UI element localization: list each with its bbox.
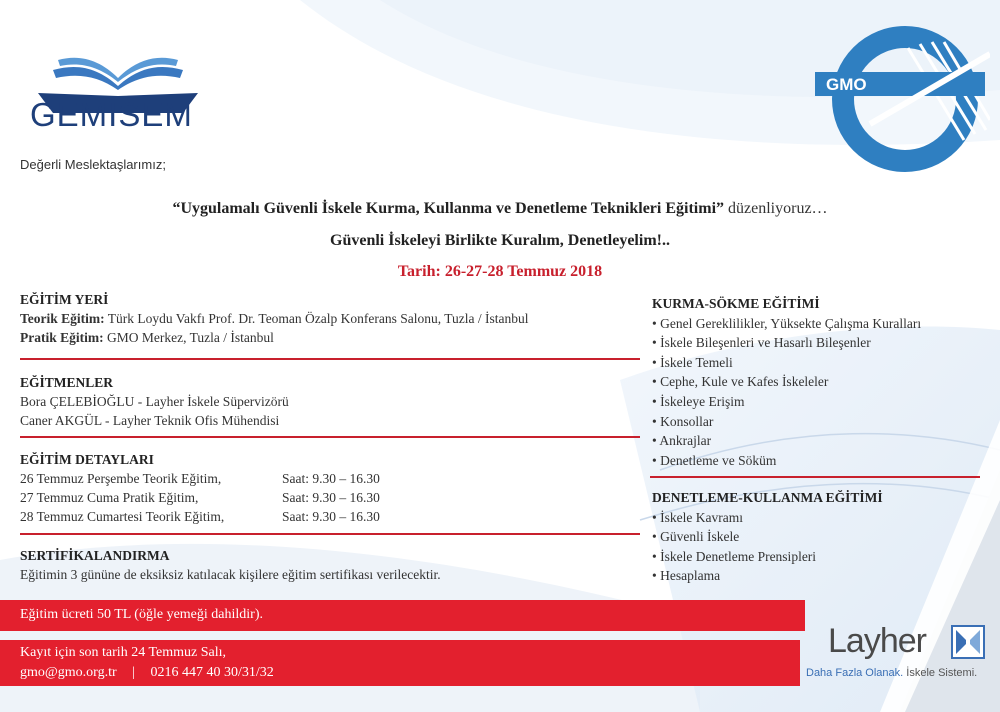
- certificate-text: Eğitimin 3 gününe de eksiksiz katılacak kişilere eğitim sertifikası verilecektir.: [20, 567, 441, 582]
- inspection-section: [652, 488, 982, 586]
- detail-row: [20, 507, 620, 526]
- detail-row: [20, 488, 620, 507]
- gmo-logo: [800, 24, 990, 174]
- details-section: [20, 450, 620, 526]
- gemisem-logo-text: GEMİSEM: [30, 96, 193, 133]
- contact-phone: 0216 447 40 30/31/32: [150, 665, 274, 680]
- event-date: Tarih: 26-27-28 Temmuz 2018: [397, 263, 603, 280]
- fee-text: Eğitim ücreti 50 TL (öğle yemeği dahildir).: [20, 607, 263, 622]
- certificate-section: [20, 546, 620, 584]
- list-item: • İskele Denetleme Prensipleri: [652, 547, 982, 567]
- detail-time: Saat: 9.30 – 16.30: [282, 509, 380, 524]
- greeting: Değerli Meslektaşlarımız;: [20, 157, 166, 172]
- layher-tagline-grey: İskele Sistemi.: [906, 667, 978, 679]
- practice-location: GMO Merkez, Tuzla / İstanbul: [103, 330, 274, 345]
- assembly-list: [652, 314, 982, 471]
- theory-location: Türk Loydu Vakfı Prof. Dr. Teoman Özalp Konferans Salonu, Tuzla / İstanbul: [104, 311, 529, 326]
- detail-day: 26 Temmuz Perşembe Teorik Eğitim,: [20, 471, 222, 486]
- assembly-section: [652, 294, 982, 470]
- assembly-title: KURMA-SÖKME EĞİTİMİ: [652, 296, 820, 311]
- list-item: • Konsollar: [652, 412, 982, 432]
- list-item: • İskeleye Erişim: [652, 392, 982, 412]
- trainers-section: [20, 373, 620, 430]
- list-item: • Genel Gereklilikler, Yüksekte Çalışma Kuralları: [652, 314, 982, 334]
- layher-tagline-blue: Daha Fazla Olanak.: [806, 667, 904, 679]
- location-title: EĞİTİM YERİ: [20, 292, 109, 307]
- practice-label: Pratik Eğitim:: [20, 330, 104, 345]
- location-section: [20, 290, 620, 347]
- list-item: • Cephe, Kule ve Kafes İskeleler: [652, 372, 982, 392]
- detail-row: [20, 469, 620, 488]
- list-item: • Denetleme ve Söküm: [652, 451, 982, 471]
- divider: [20, 533, 640, 535]
- trainers-title: EĞİTMENLER: [20, 375, 114, 390]
- list-item: • İskele Kavramı: [652, 508, 982, 528]
- list-item: • İskele Temeli: [652, 353, 982, 373]
- trainer-item: Caner AKGÜL - Layher Teknik Ofis Mühendisi: [20, 413, 280, 428]
- contact-divider: |: [132, 665, 135, 680]
- registration-deadline: Kayıt için son tarih 24 Temmuz Salı,: [20, 645, 227, 660]
- layher-tagline: [806, 667, 977, 679]
- layher-logo-text: Layher: [828, 622, 926, 660]
- divider: [650, 476, 980, 478]
- event-title: “Uygulamalı Güvenli İskele Kurma, Kullanma ve Denetleme Teknikleri Eğitimi”: [172, 200, 725, 217]
- list-item: • Ankrajlar: [652, 431, 982, 451]
- gmo-logo-text: GMO: [826, 75, 867, 94]
- detail-time: Saat: 9.30 – 16.30: [282, 471, 380, 486]
- layher-emblem-icon: [950, 624, 986, 660]
- registration-contact: [20, 665, 274, 681]
- trainer-item: Bora ÇELEBİOĞLU - Layher İskele Süpervizörü: [20, 394, 289, 409]
- theory-label: Teorik Eğitim:: [20, 311, 105, 326]
- list-item: • Hesaplama: [652, 566, 982, 586]
- registration-banner: [0, 640, 800, 686]
- certificate-title: SERTİFİKALANDIRMA: [20, 548, 170, 563]
- inspection-list: [652, 508, 982, 586]
- divider: [20, 358, 640, 360]
- list-item: • Güvenli İskele: [652, 527, 982, 547]
- slogan: Güvenli İskeleyi Birlikte Kuralım, Denetleyelim!..: [330, 232, 670, 249]
- event-headline: [0, 200, 1000, 218]
- detail-day: 27 Temmuz Cuma Pratik Eğitim,: [20, 490, 199, 505]
- contact-email[interactable]: gmo@gmo.org.tr: [20, 665, 117, 680]
- inspection-title: DENETLEME-KULLANMA EĞİTİMİ: [652, 490, 883, 505]
- divider: [20, 436, 640, 438]
- list-item: • İskele Bileşenleri ve Hasarlı Bileşenler: [652, 333, 982, 353]
- fee-banner: [0, 600, 805, 631]
- detail-day: 28 Temmuz Cumartesi Teorik Eğitim,: [20, 509, 225, 524]
- event-title-suffix: düzenliyoruz…: [724, 200, 828, 217]
- details-title: EĞİTİM DETAYLARI: [20, 452, 154, 467]
- detail-time: Saat: 9.30 – 16.30: [282, 490, 380, 505]
